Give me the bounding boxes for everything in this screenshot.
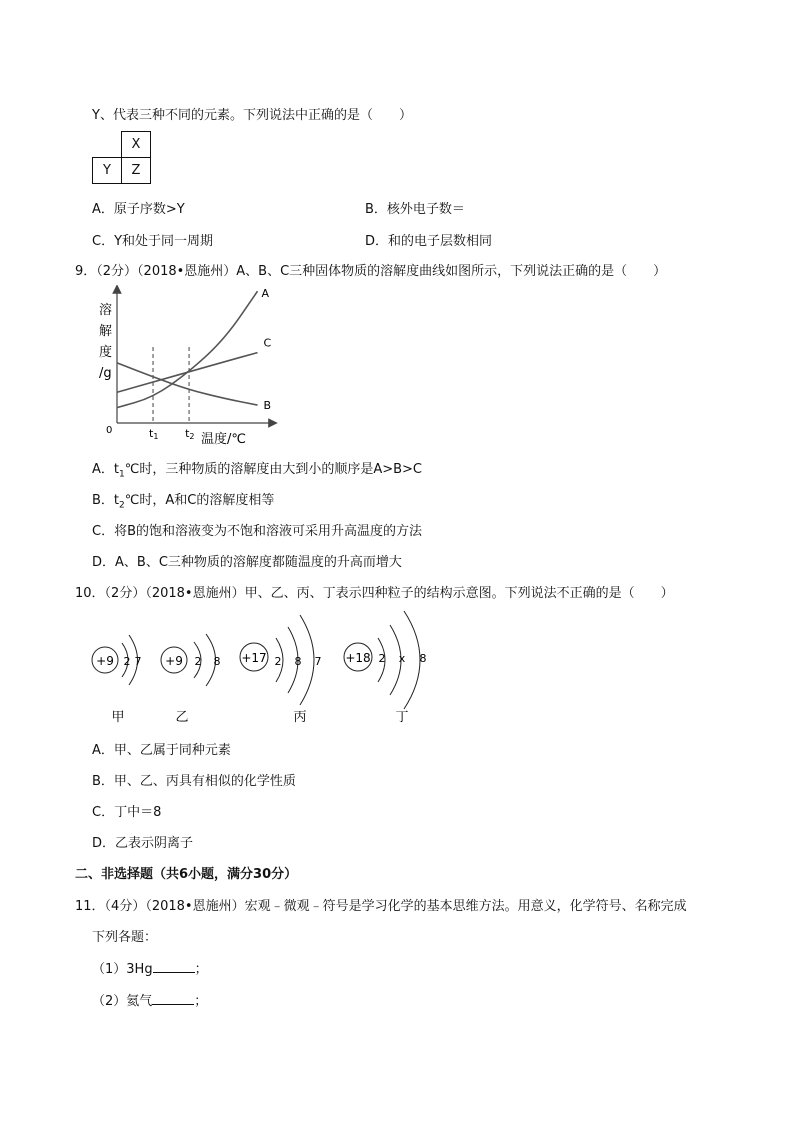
q10-option-c: C．丁中＝8	[92, 805, 162, 820]
shell-electrons: 8	[419, 652, 427, 665]
y-axis-label-char: 度	[99, 345, 113, 360]
q9-stem: 9．（2分）（2018•恩施州）A、B、C三种固体物质的溶解度曲线如图所示，下列说法正确的是（ ）	[75, 264, 667, 279]
particle-name: 乙	[175, 710, 189, 725]
shell-arc	[300, 615, 314, 705]
particle-name: 丁	[395, 710, 409, 725]
shell-electrons: 2	[274, 655, 282, 668]
nucleus-charge: +17	[241, 651, 267, 665]
x-tick-label: t2	[185, 427, 195, 441]
answer-blank[interactable]	[153, 960, 195, 973]
shell-electrons: 2	[194, 655, 202, 668]
particle-name: 丙	[293, 710, 307, 725]
section-heading: 二、非选择题（共6小题，满分30分）	[75, 867, 298, 882]
nucleus-charge: +9	[165, 654, 183, 668]
q10-option-a: A．甲、乙属于同种元素	[92, 743, 231, 758]
shell-electrons: 7	[314, 655, 322, 668]
particle-yi	[161, 634, 221, 725]
periodic-table-fragment	[92, 131, 151, 184]
particle-ding	[344, 611, 427, 725]
series-line-b	[117, 363, 258, 405]
q8-option-a: A．原子序数>Y	[92, 202, 185, 217]
cell-y: Y	[93, 158, 122, 184]
x-tick-label: t1	[149, 427, 159, 441]
x-axis-label: 温度/℃	[201, 432, 246, 447]
q9-option-d: D．A、B、C三种物质的溶解度都随温度的升高而增大	[92, 555, 402, 570]
y-axis-label-char: 解	[99, 324, 113, 339]
particle-name: 甲	[111, 710, 125, 725]
series-line-c	[117, 353, 258, 393]
answer-blank[interactable]	[152, 992, 194, 1005]
q11-stem-line1: 11．（4分）（2018•恩施州）宏观﹣微观﹣符号是学习化学的基本思维方法。用意义，化学符号、名称完成	[75, 899, 687, 914]
q11-item-2: （2）氦气 ；	[92, 994, 208, 1009]
q11-item-1: （1）3Hg ；	[92, 962, 208, 977]
y-axis-label-char: 溶	[99, 303, 113, 318]
nucleus-charge: +18	[345, 651, 371, 665]
solubility-chart	[88, 285, 278, 450]
series-line-a	[117, 291, 258, 407]
particle-diagrams	[80, 605, 460, 730]
series-label-c: C	[263, 336, 272, 350]
q8-option-c: C．Y和处于同一周期	[92, 234, 214, 249]
q9-option-a: A．$t_1℃$时，三种物质的溶解度由大到小的顺序是A>B>C	[92, 462, 423, 480]
cell-x: X	[122, 132, 151, 158]
empty-cell	[93, 132, 122, 158]
shell-electrons: x	[398, 652, 406, 665]
series-label-b: B	[263, 399, 272, 413]
q11-stem-line2: 下列各题：	[92, 930, 158, 945]
shell-electrons: 8	[213, 655, 221, 668]
y-axis-label	[99, 302, 112, 381]
q8-option-d: D．和的电子层数相同	[365, 234, 493, 249]
q10-stem: 10．（2分）（2018•恩施州）甲、乙、丙、丁表示四种粒子的结构示意图。下列说法不正确的是（ ）	[75, 586, 674, 601]
y-axis-label-char: /g	[99, 366, 112, 381]
q10-option-d: D．乙表示阴离子	[92, 836, 194, 851]
shell-electrons: 2	[123, 655, 131, 668]
nucleus-charge: +9	[96, 654, 114, 668]
q9-option-c: C．将B的饱和溶液变为不饱和溶液可采用升高温度的方法	[92, 524, 422, 539]
origin-label: 0	[106, 425, 113, 436]
q9-option-b: B．$t_2℃$时，A和C的溶解度相等	[92, 493, 275, 511]
shell-arc	[404, 611, 420, 709]
q8-stem: Y、代表三种不同的元素。下列说法中正确的是（ ）	[92, 108, 412, 123]
cell-z: Z	[122, 158, 151, 184]
particle-jia	[92, 635, 142, 725]
shell-electrons: 2	[378, 652, 386, 665]
shell-electrons: 7	[134, 655, 142, 668]
series-label-a: A	[261, 287, 270, 300]
q8-option-b: B．核外电子数＝	[365, 202, 465, 217]
q10-option-b: B．甲、乙、丙具有相似的化学性质	[92, 774, 296, 789]
particle-bing	[240, 615, 322, 725]
shell-electrons: 8	[294, 655, 302, 668]
